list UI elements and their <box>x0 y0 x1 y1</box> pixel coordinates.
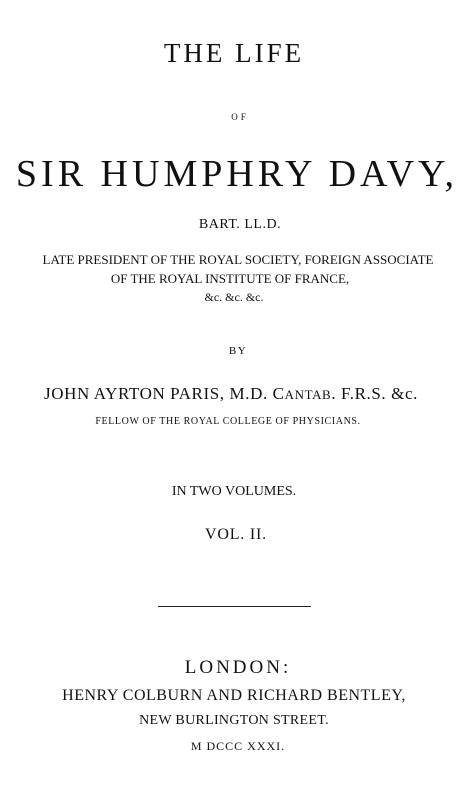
author-name: JOHN AYRTON PARIS, M.D. C <box>44 384 285 403</box>
volume-count: IN TWO VOLUMES. <box>171 484 297 499</box>
author-credentials: . F.R.S. &c. <box>331 384 418 403</box>
publisher-address: NEW BURLINGTON STREET. <box>139 713 329 728</box>
book-title: THE LIFE <box>163 38 305 68</box>
author-line <box>0 385 465 402</box>
divider-rule <box>158 606 311 607</box>
by-label: BY <box>228 345 248 357</box>
author-fellowship: FELLOW OF THE ROYAL COLLEGE OF PHYSICIANS. <box>95 416 361 427</box>
book-subject: SIR HUMPHRY DAVY, <box>15 153 459 195</box>
publication-year: M DCCC XXXI. <box>190 739 286 753</box>
publication-place: LONDON: <box>184 657 292 678</box>
title-of: OF <box>231 112 249 122</box>
publisher-name: HENRY COLBURN AND RICHARD BENTLEY, <box>62 687 406 704</box>
subject-description-line-3: &c. &c. &c. <box>204 290 264 304</box>
subject-honours: BART. LL.D. <box>198 217 282 232</box>
volume-number: VOL. II. <box>205 526 267 543</box>
subject-description-line-2: OF THE ROYAL INSTITUTE OF FRANCE, <box>110 271 350 286</box>
subject-description-line-1: LATE PRESIDENT OF THE ROYAL SOCIETY, FOREIGN ASSOCIATE <box>42 252 434 267</box>
author-cantab: ANTAB <box>284 387 332 402</box>
